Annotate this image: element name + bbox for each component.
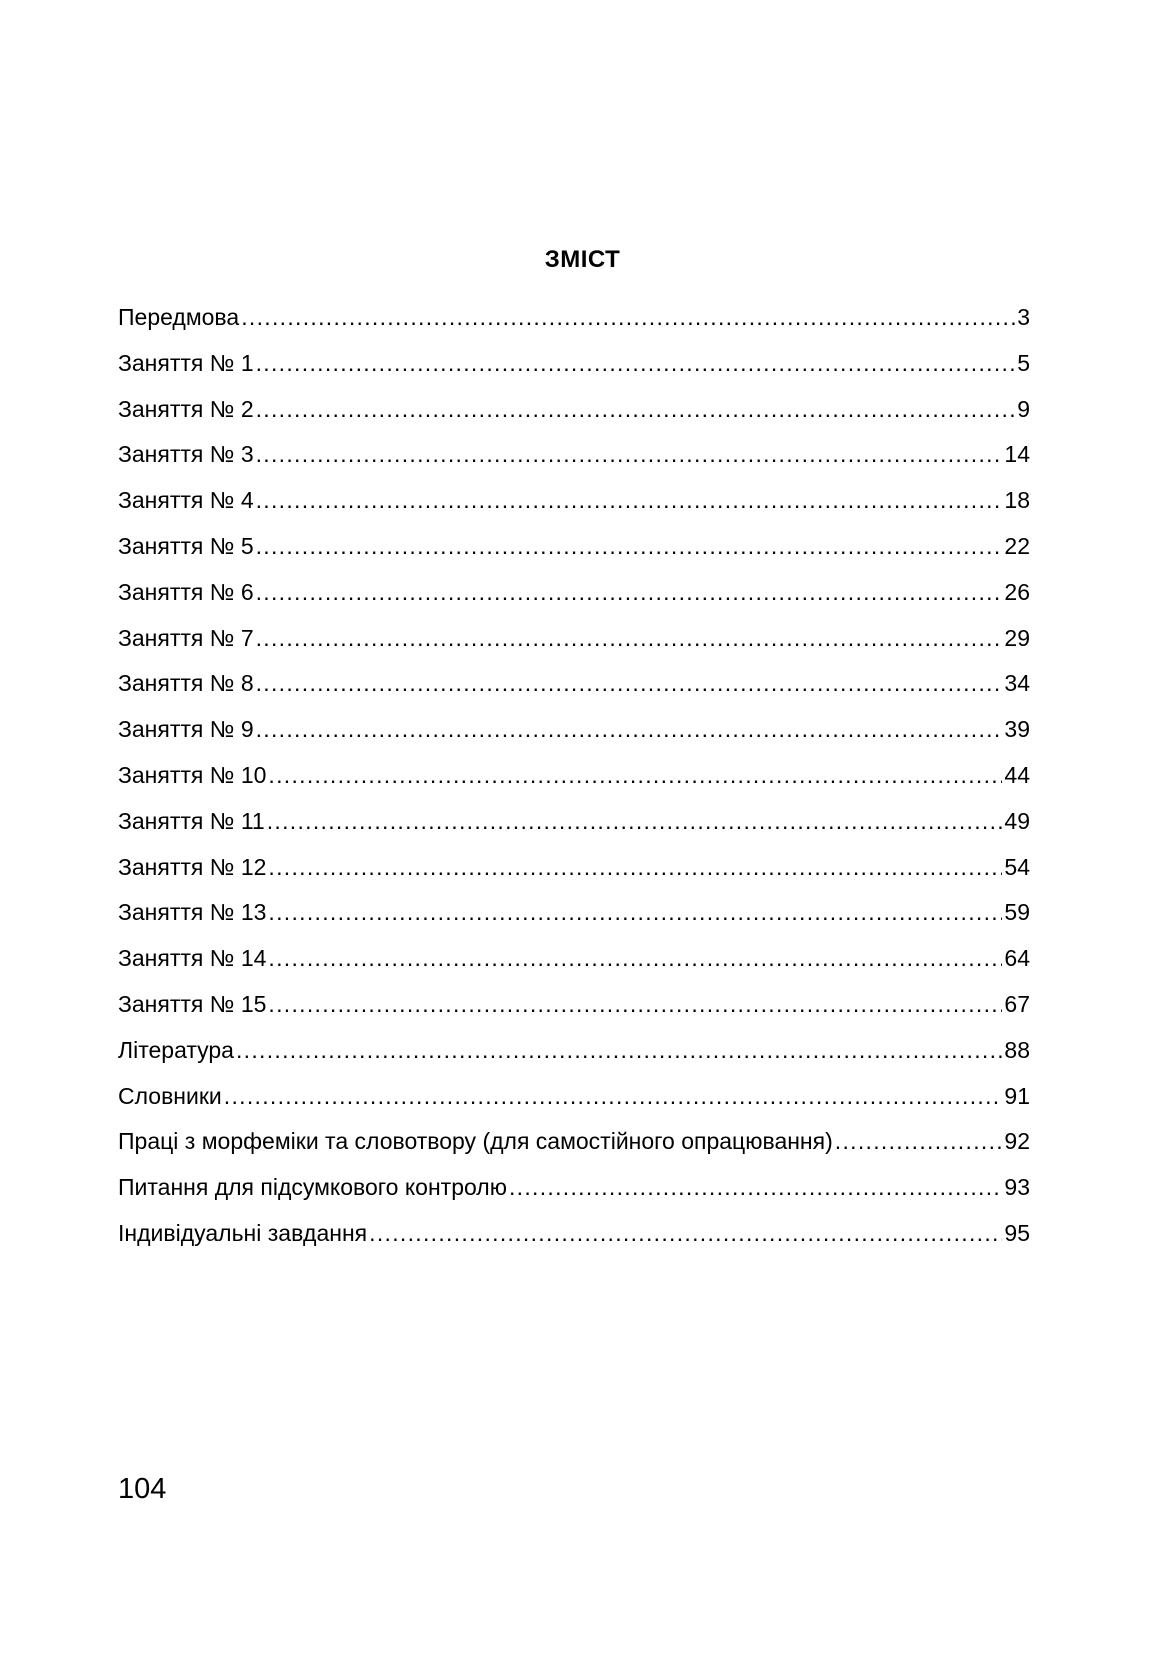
toc-entry-page: 34 (1004, 670, 1030, 697)
dot-leader (241, 302, 1015, 332)
toc-entry (118, 989, 1030, 1035)
toc-entry (118, 943, 1030, 989)
toc-entry-label: Індивідуальні завдання (118, 1219, 368, 1246)
dot-leader (256, 394, 1016, 424)
toc-entry (118, 302, 1030, 348)
table-of-contents (118, 302, 1030, 1264)
dot-leader (256, 485, 1003, 515)
dot-leader (256, 714, 1003, 744)
toc-entry (118, 760, 1030, 806)
dot-leader (256, 348, 1016, 378)
dot-leader (509, 1172, 1002, 1202)
dot-leader (835, 1126, 1003, 1156)
toc-entry-page: 29 (1004, 624, 1030, 651)
dot-leader (268, 943, 1002, 973)
toc-entry-label: Заняття № 1 (118, 349, 254, 376)
toc-entry-label: Заняття № 4 (118, 487, 254, 514)
toc-entry-label: Заняття № 12 (118, 853, 267, 880)
toc-entry-label: Заняття № 11 (118, 807, 265, 834)
toc-entry (118, 852, 1030, 898)
toc-entry (118, 348, 1030, 394)
toc-entry-page: 91 (1004, 1082, 1030, 1109)
toc-entry (118, 623, 1030, 669)
toc-entry-page: 67 (1004, 990, 1030, 1017)
toc-entry-page: 93 (1004, 1174, 1030, 1201)
toc-entry-page: 14 (1004, 441, 1030, 468)
toc-entry (118, 897, 1030, 943)
toc-entry-page: 26 (1004, 578, 1030, 605)
toc-entry-page: 3 (1017, 304, 1030, 330)
toc-entry (118, 1218, 1030, 1264)
toc-title: ЗМІСТ (544, 246, 621, 273)
toc-entry (118, 1035, 1030, 1081)
toc-entry-label: Заняття № 9 (118, 716, 254, 743)
dot-leader (256, 668, 1003, 698)
dot-leader (236, 1035, 1002, 1065)
toc-entry-label: Заняття № 13 (118, 899, 267, 926)
dot-leader (268, 760, 1002, 790)
toc-entry (118, 485, 1030, 531)
toc-entry-page: 49 (1004, 807, 1030, 834)
toc-entry-label: Праці з морфеміки та словотвору (для самостійного опрацювання) (118, 1128, 833, 1155)
toc-entry-page: 44 (1004, 761, 1030, 788)
toc-entry-label: Заняття № 2 (118, 395, 254, 422)
dot-leader (267, 806, 1003, 836)
dot-leader (256, 577, 1003, 607)
toc-entry-label: Словники (118, 1082, 222, 1109)
toc-entry-page: 92 (1004, 1128, 1030, 1155)
dot-leader (268, 852, 1002, 882)
toc-entry (118, 577, 1030, 623)
toc-entry (118, 439, 1030, 485)
toc-entry-label: Питання для підсумкового контролю (118, 1174, 507, 1201)
toc-entry (118, 806, 1030, 852)
toc-entry (118, 1081, 1030, 1127)
toc-entry (118, 1126, 1030, 1172)
toc-entry-page: 54 (1004, 853, 1030, 880)
toc-entry-page: 5 (1017, 349, 1030, 376)
toc-entry-label: Заняття № 10 (118, 761, 267, 788)
toc-entry-page: 59 (1004, 899, 1030, 926)
dot-leader (224, 1081, 1003, 1111)
toc-entry (118, 668, 1030, 714)
dot-leader (256, 531, 1003, 561)
toc-entry-label: Заняття № 3 (118, 441, 254, 468)
toc-entry-page: 64 (1004, 945, 1030, 972)
page-number: 104 (118, 1473, 167, 1505)
toc-entry-label: Заняття № 7 (118, 624, 254, 651)
toc-entry-label: Заняття № 8 (118, 670, 254, 697)
dot-leader (256, 439, 1003, 469)
dot-leader (268, 989, 1002, 1019)
toc-entry-label: Заняття № 6 (118, 578, 254, 605)
toc-entry-page: 22 (1004, 532, 1030, 559)
toc-entry-label: Заняття № 15 (118, 990, 267, 1017)
toc-entry-label: Заняття № 5 (118, 532, 254, 559)
dot-leader (369, 1218, 1002, 1248)
toc-entry (118, 714, 1030, 760)
toc-entry-page: 88 (1004, 1036, 1030, 1063)
toc-entry-label: Література (118, 1036, 234, 1063)
toc-entry (118, 531, 1030, 577)
toc-entry (118, 1172, 1030, 1218)
toc-entry-page: 18 (1004, 487, 1030, 514)
toc-entry (118, 394, 1030, 440)
toc-entry-page: 9 (1017, 395, 1030, 422)
dot-leader (256, 623, 1003, 653)
toc-entry-page: 39 (1004, 716, 1030, 743)
toc-entry-label: Передмова (118, 304, 240, 330)
toc-entry-label: Заняття № 14 (118, 945, 267, 972)
dot-leader (268, 897, 1002, 927)
toc-entry-page: 95 (1004, 1219, 1030, 1246)
